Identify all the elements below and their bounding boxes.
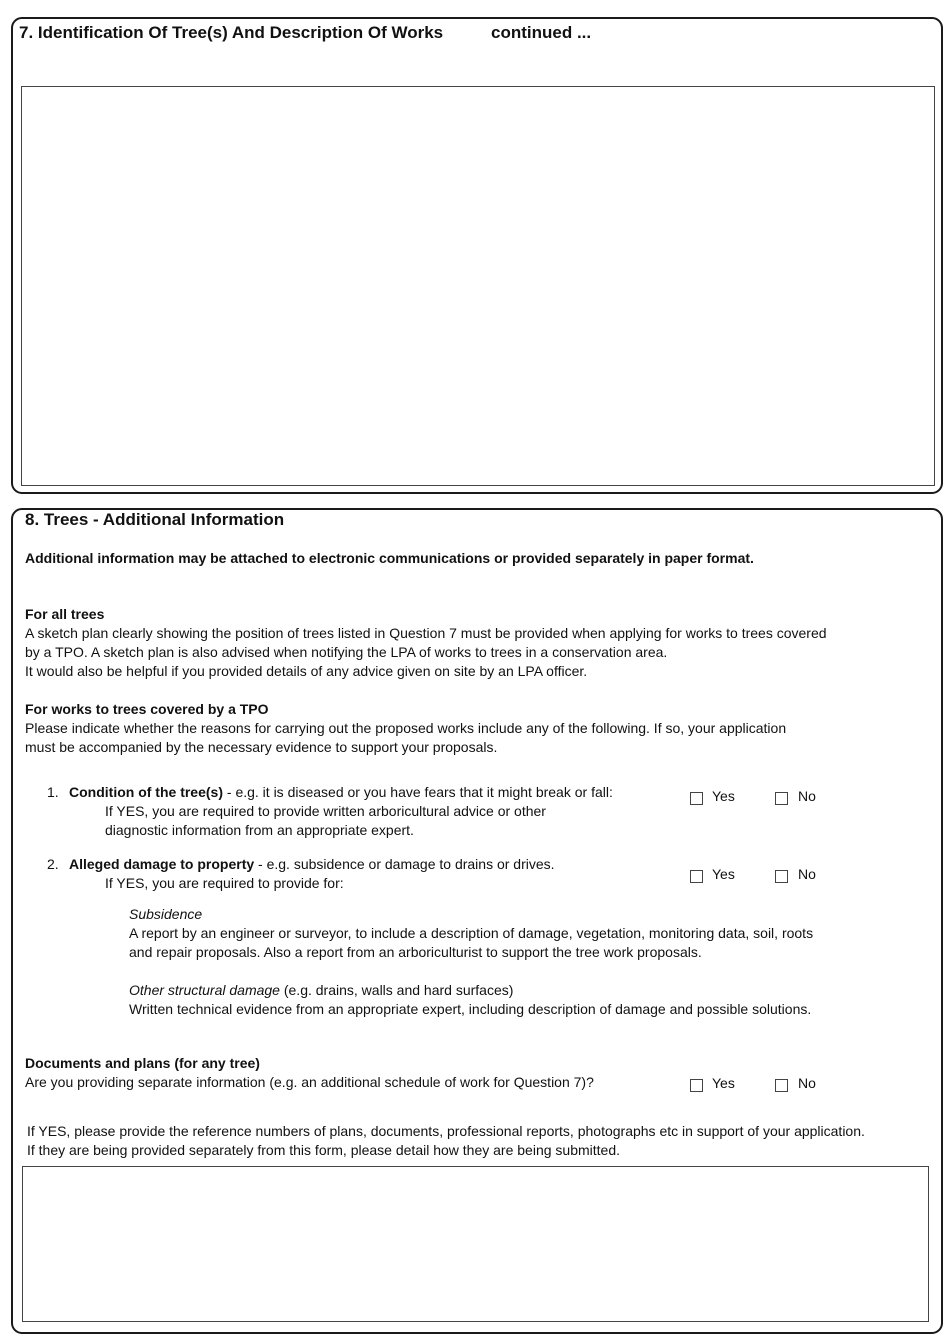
q2-number: 2. [47, 856, 59, 872]
all-trees-heading: For all trees [25, 606, 105, 622]
section-7-title: 7. Identification Of Tree(s) And Description Of Works [19, 23, 444, 42]
q2-text [69, 855, 555, 874]
q2-yes-checkbox[interactable] [690, 870, 703, 883]
q2-yes-label: Yes [712, 866, 735, 882]
section-8-title: 8. Trees - Additional Information [25, 510, 285, 529]
docs-no-checkbox[interactable] [775, 1079, 788, 1092]
docs-question: Are you providing separate information (e.g. an additional schedule of work for Question 7)? [25, 1074, 594, 1090]
tpo-line: Please indicate whether the reasons for carrying out the proposed works include any of the following. If so, your application [25, 720, 787, 736]
section-8-intro: Additional information may be attached to electronic communications or provided separately in paper format. [25, 550, 754, 566]
docs-no-label: No [798, 1075, 816, 1091]
q1-yes-label: Yes [712, 788, 735, 804]
subsidence-title: Subsidence [129, 906, 203, 922]
all-trees-line: It would also be helpful if you provided details of any advice given on site by an LPA officer. [25, 663, 588, 679]
q1-no-label: No [798, 788, 816, 804]
tpo-heading: For works to trees covered by a TPO [25, 701, 269, 717]
other-damage-italic: Other structural damage [129, 982, 280, 998]
q1-sub: If YES, you are required to provide written arboricultural advice or other [105, 803, 546, 819]
q1-bold: Condition of the tree(s) [69, 784, 223, 800]
docs-line: If they are being provided separately from this form, please detail how they are being submitted. [27, 1142, 620, 1158]
q1-sub: diagnostic information from an appropriate expert. [105, 822, 414, 838]
q1-no-checkbox[interactable] [775, 792, 788, 805]
subsidence-line: and repair proposals. Also a report from an arboriculturist to support the tree work proposals. [129, 944, 702, 960]
docs-yes-label: Yes [712, 1075, 735, 1091]
section-7-panel [11, 17, 943, 494]
all-trees-line: A sketch plan clearly showing the position of trees listed in Question 7 must be provided when applying for works to trees covered [25, 625, 827, 641]
docs-yes-checkbox[interactable] [690, 1079, 703, 1092]
q2-rest: - e.g. subsidence or damage to drains or drives. [254, 856, 555, 872]
other-damage-title [129, 981, 513, 1000]
subsidence-line: A report by an engineer or surveyor, to include a description of damage, vegetation, monitoring data, soil, roots [129, 925, 814, 941]
q2-no-label: No [798, 866, 816, 882]
all-trees-line: by a TPO. A sketch plan is also advised when notifying the LPA of works to trees in a conservation area. [25, 644, 668, 660]
q2-bold: Alleged damage to property [69, 856, 255, 872]
tree-works-description-input[interactable] [21, 86, 935, 486]
q2-no-checkbox[interactable] [775, 870, 788, 883]
other-damage-rest: (e.g. drains, walls and hard surfaces) [279, 982, 514, 998]
q1-rest: - e.g. it is diseased or you have fears that it might break or fall: [223, 784, 613, 800]
other-damage-line: Written technical evidence from an appropriate expert, including description of damage and possible solutions. [129, 1001, 812, 1017]
q1-yes-checkbox[interactable] [690, 792, 703, 805]
section-7-continued: continued ... [491, 23, 592, 42]
q1-number: 1. [47, 784, 59, 800]
tpo-line: must be accompanied by the necessary evidence to support your proposals. [25, 739, 498, 755]
section-8-panel [11, 508, 943, 1334]
q1-text [69, 783, 613, 802]
documents-reference-input[interactable] [22, 1166, 929, 1322]
docs-line: If YES, please provide the reference numbers of plans, documents, professional reports, photographs etc in support of your application. [27, 1123, 865, 1139]
docs-heading: Documents and plans (for any tree) [25, 1055, 260, 1071]
q2-sub: If YES, you are required to provide for: [105, 875, 344, 891]
